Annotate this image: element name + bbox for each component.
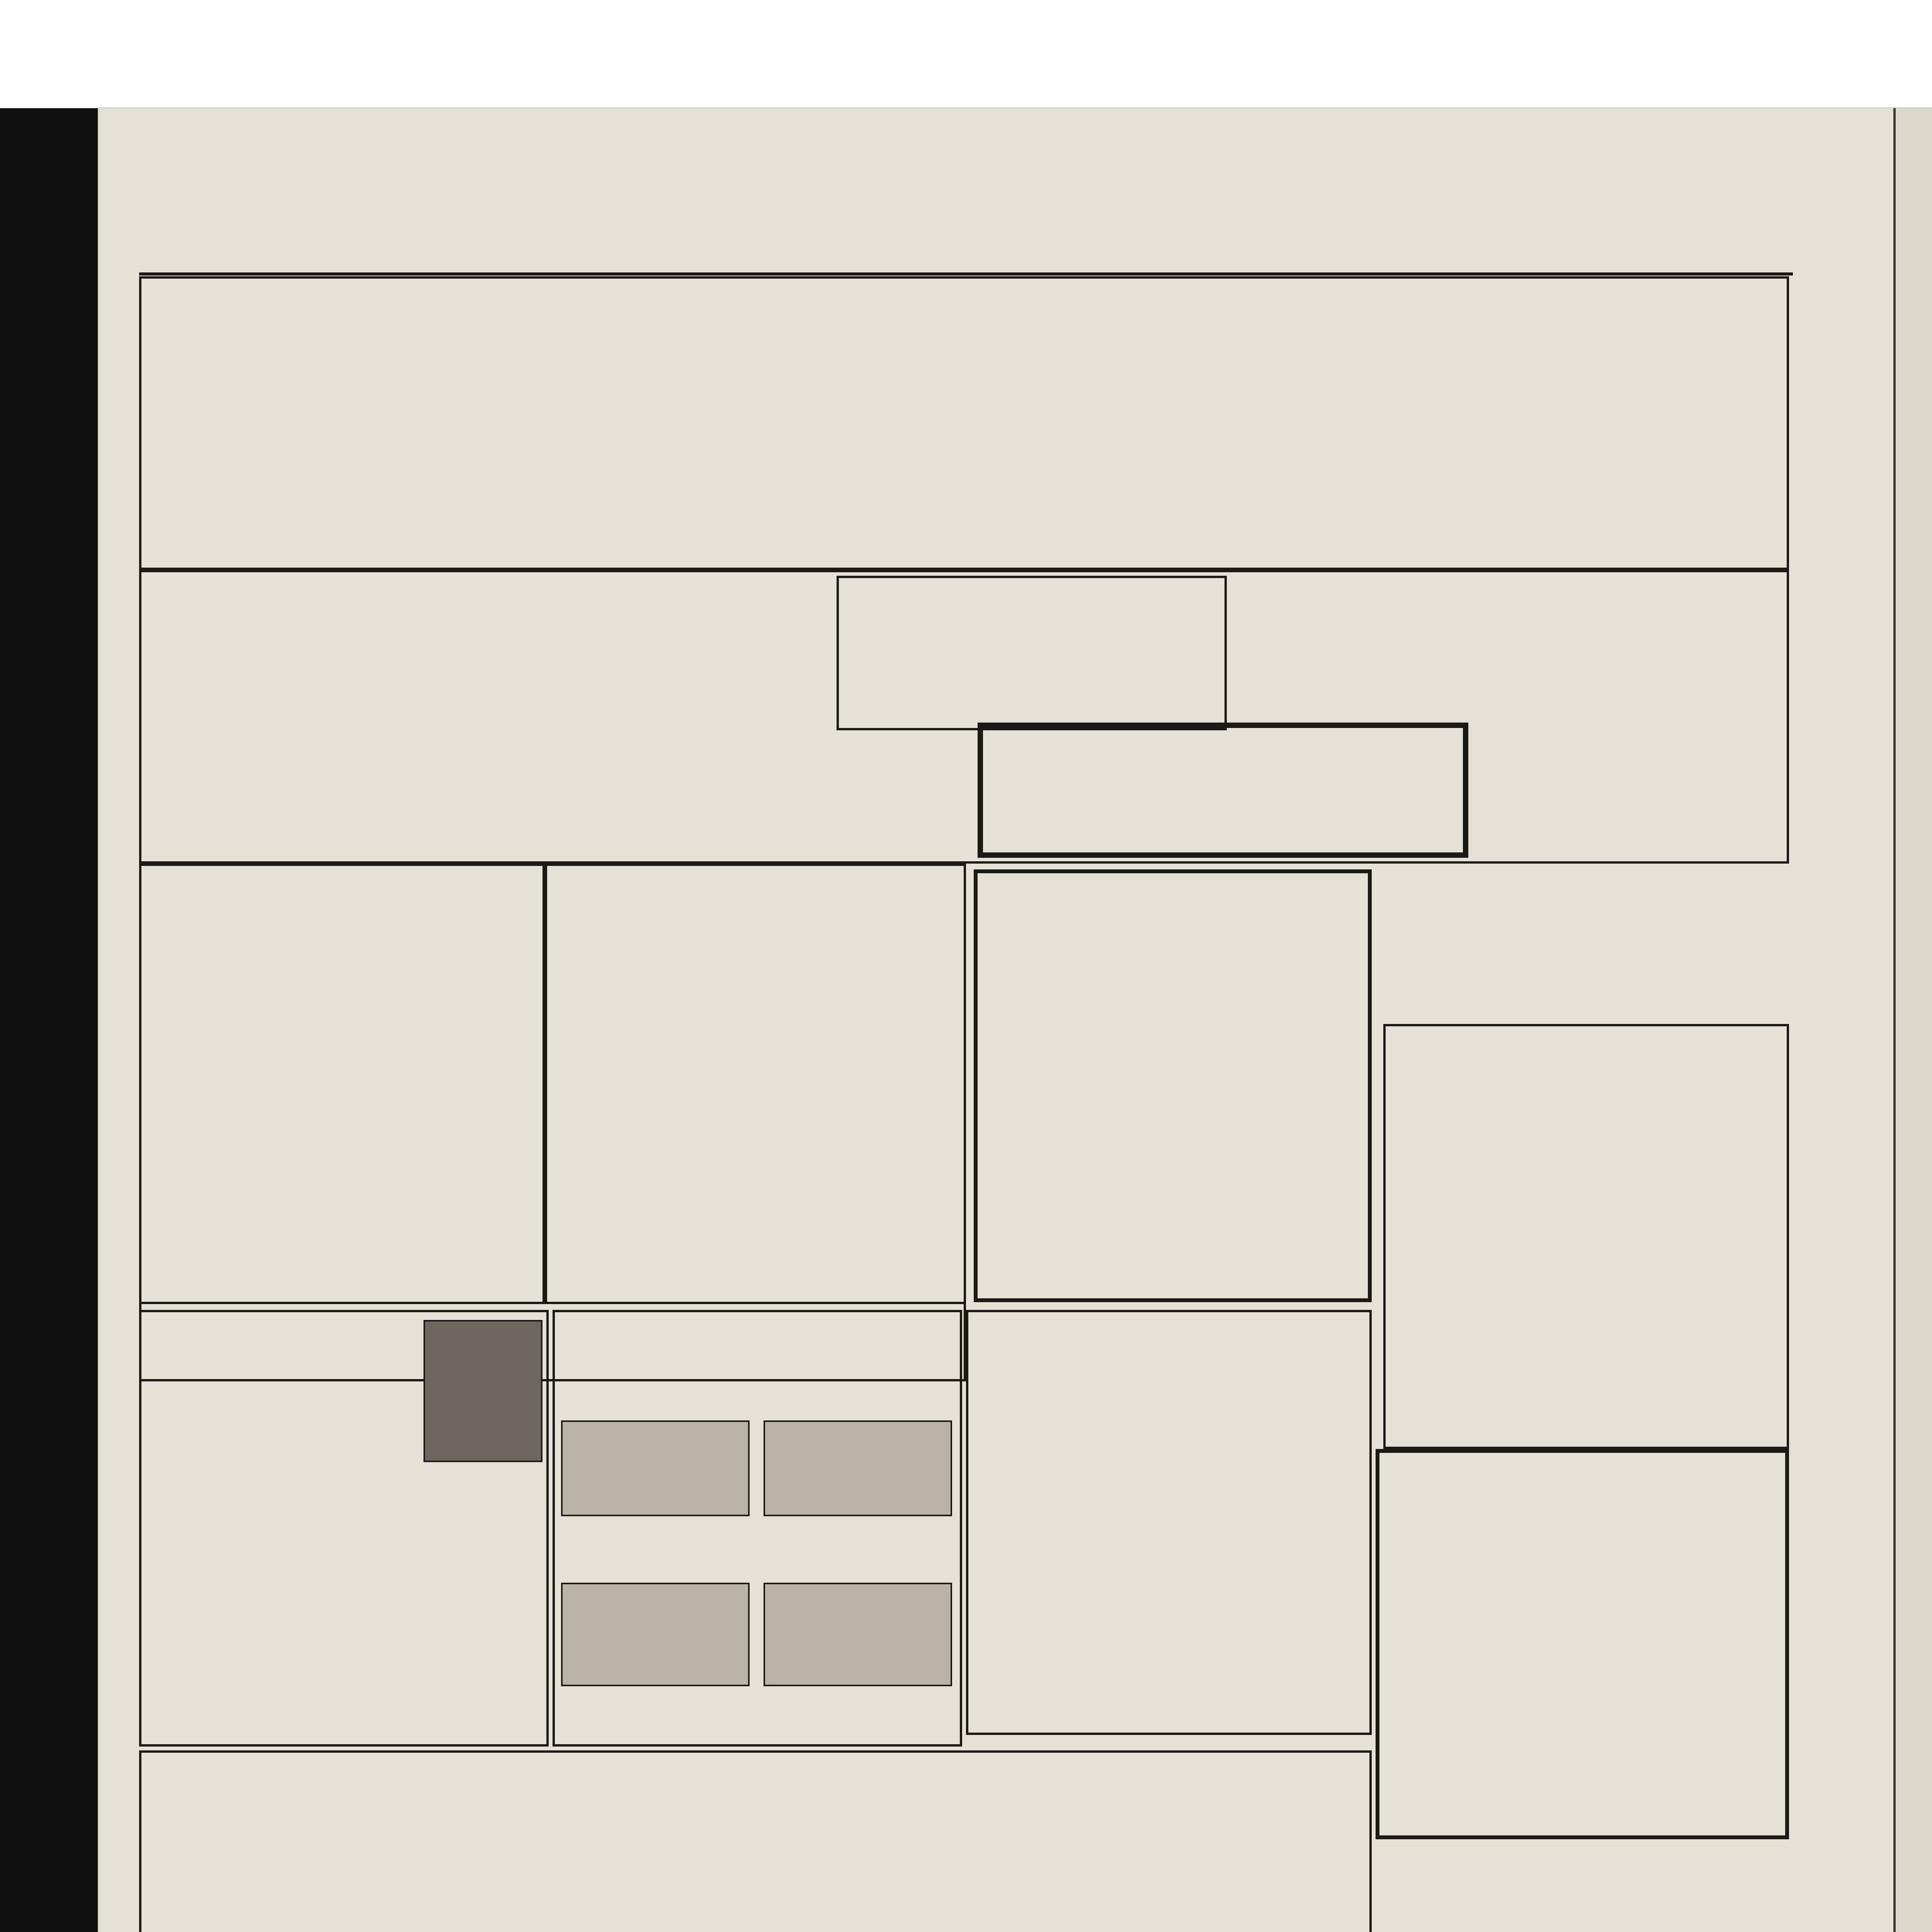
factory-ad [1383,1024,1789,1449]
century21-ad [139,1310,549,1747]
scan-dark-edge [0,108,99,1932]
hiring-ad [837,576,1227,730]
classifieds-top-block [139,276,1789,570]
header-rule [139,272,1793,276]
louies-florist-ad [1376,1449,1789,1839]
shirt-shop-ad [974,869,1372,1302]
adjacent-page-strip [1893,108,1932,1932]
restaurant-hiring-ad [1507,576,1789,854]
house-photo-2 [764,1420,952,1516]
house-photo-4 [764,1583,952,1686]
agent-photo [423,1320,543,1462]
realty-text [149,1529,536,1730]
obituary-block [139,1750,1372,1932]
dogwood-realty-ad [553,1310,962,1747]
party-notice [545,864,966,1304]
association-notice [139,864,545,1304]
ceremony-notice [966,1310,1372,1735]
bus-ad [978,723,1468,858]
house-photo-3 [561,1583,750,1686]
house-photo-1 [561,1420,750,1516]
